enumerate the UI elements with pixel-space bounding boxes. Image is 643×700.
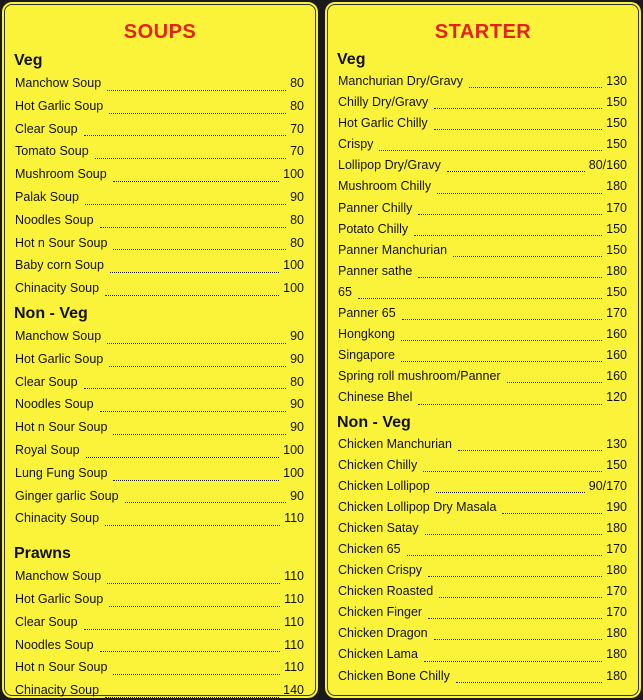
item-price: 110 (284, 614, 304, 629)
dot-leader (434, 129, 603, 130)
dot-leader (100, 651, 281, 652)
item-price: 150 (606, 116, 627, 131)
item-price: 140 (283, 683, 304, 698)
menu-item (2, 277, 318, 300)
item-price: 180 (606, 647, 627, 662)
menu-item (325, 387, 641, 408)
item-price: 190 (606, 499, 627, 514)
item-name: Lollipop Dry/Gravy (338, 158, 441, 173)
item-name: Manchow Soup (15, 76, 102, 90)
dot-leader (109, 606, 280, 607)
dot-leader (418, 404, 602, 405)
menu-item (2, 72, 318, 95)
dot-leader (113, 480, 279, 481)
item-price: 100 (283, 258, 304, 273)
menu-section (2, 302, 318, 530)
item-price: 80 (290, 76, 304, 90)
dot-leader (105, 525, 280, 526)
dot-leader (414, 235, 602, 236)
menu-item (325, 560, 641, 581)
item-name: Royal Soup (15, 442, 80, 457)
menu-item (2, 140, 318, 163)
item-name: Hot n Sour Soup (15, 420, 108, 435)
item-price: 110 (284, 637, 304, 652)
dot-leader (358, 298, 602, 299)
item-name: Chicken Roasted (338, 584, 434, 599)
item-name: Chinacity Soup (15, 683, 100, 698)
item-price: 100 (283, 442, 304, 457)
menu-item (2, 209, 318, 232)
menu-item (2, 611, 318, 634)
dot-leader (401, 340, 602, 341)
item-price: 90 (290, 189, 304, 204)
item-price: 80/160 (588, 158, 627, 173)
item-price: 90 (290, 328, 304, 343)
menu-item (2, 634, 318, 657)
item-name: Clear Soup (15, 374, 78, 389)
menu-item (2, 118, 318, 141)
menu-item (2, 416, 318, 439)
item-price: 160 (606, 327, 627, 342)
item-name: Chicken Bone Chilly (338, 668, 450, 683)
item-name: Panner Manchurian (338, 242, 448, 257)
item-name: Noodles Soup (15, 397, 94, 412)
menu-item (325, 198, 641, 219)
item-name: Chicken 65 (338, 541, 401, 556)
dot-leader (456, 682, 602, 683)
item-name: Manchow Soup (15, 569, 102, 584)
dot-leader (458, 450, 602, 451)
item-price: 180 (606, 263, 627, 278)
dot-leader (502, 513, 602, 514)
menu-item (325, 476, 641, 497)
item-price: 150 (606, 284, 627, 299)
item-name: Noodles Soup (15, 637, 94, 652)
menu-item (325, 539, 641, 560)
dot-leader (84, 388, 287, 389)
dot-leader (84, 135, 287, 136)
item-name: Mushroom Soup (15, 167, 107, 182)
menu-item (2, 163, 318, 186)
item-price: 90/170 (588, 478, 627, 493)
menu-item (325, 303, 641, 324)
menu-item (325, 497, 641, 518)
dot-leader (113, 249, 286, 250)
dot-leader (110, 272, 279, 273)
soups-panel (0, 0, 320, 700)
item-name: Manchow Soup (15, 328, 102, 343)
item-price: 110 (284, 591, 304, 606)
dot-leader (379, 150, 602, 151)
item-price: 90 (290, 397, 304, 412)
item-name: Tomato Soup (15, 144, 89, 159)
item-name: Chicken Satay (338, 520, 419, 535)
item-name: Hot Garlic Chilly (338, 116, 428, 131)
menu-item (325, 219, 641, 240)
menu-item (2, 565, 318, 588)
dot-leader (113, 181, 279, 182)
item-price: 180 (606, 626, 627, 641)
dot-leader (107, 583, 280, 584)
item-price: 80 (290, 98, 304, 113)
item-price: 170 (606, 605, 627, 620)
item-name: Chicken Lama (338, 647, 418, 662)
menu-item (2, 507, 318, 530)
menu-item (325, 71, 641, 92)
item-name: Spring roll mushroom/Panner (338, 369, 501, 384)
menu-item (2, 485, 318, 508)
item-name: Potato Chilly (338, 221, 409, 236)
item-name: Hot n Sour Soup (15, 235, 108, 250)
item-price: 70 (290, 121, 304, 136)
item-price: 180 (606, 520, 627, 535)
item-name: Chinese Bhel (338, 390, 413, 405)
menu-item (2, 348, 318, 371)
item-price: 170 (606, 200, 627, 215)
menu-item (2, 588, 318, 611)
item-price: 150 (606, 457, 627, 472)
item-price: 170 (606, 584, 627, 599)
item-name: Manchurian Dry/Gravy (338, 74, 464, 88)
dot-leader (424, 661, 602, 662)
item-name: Chicken Finger (338, 605, 423, 620)
dot-leader (453, 256, 602, 257)
item-price: 100 (283, 465, 304, 480)
menu-section (325, 412, 641, 687)
item-price: 90 (290, 351, 304, 366)
dot-leader (85, 204, 286, 205)
item-name: Singapore (338, 348, 395, 363)
item-price: 80 (290, 374, 304, 389)
item-name: Chicken Crispy (338, 563, 423, 578)
item-name: Noodles Soup (15, 212, 94, 227)
menu-item (325, 282, 641, 303)
item-price: 90 (290, 420, 304, 435)
item-name: Palak Soup (15, 189, 79, 204)
dot-leader (437, 193, 602, 194)
dot-leader (125, 502, 287, 503)
dot-leader (100, 227, 287, 228)
item-price: 80 (290, 235, 304, 250)
menu-item (325, 345, 641, 366)
starter-panel (323, 0, 643, 700)
section-title: Veg (337, 51, 366, 68)
dot-leader (86, 457, 280, 458)
menu-item (2, 679, 318, 700)
dot-leader (507, 382, 603, 383)
dot-leader (113, 674, 280, 675)
item-name: 65 (338, 284, 352, 299)
menu-item (2, 462, 318, 485)
menu-item (2, 186, 318, 209)
menu-item (325, 155, 641, 176)
dot-leader (418, 214, 602, 215)
item-name: Crispy (338, 137, 374, 152)
dot-leader (418, 277, 602, 278)
menu-section (325, 49, 641, 409)
item-price: 180 (606, 179, 627, 194)
item-price: 180 (606, 563, 627, 578)
item-price: 170 (606, 306, 627, 321)
menu-item (325, 623, 641, 644)
menu-item (325, 366, 641, 387)
item-price: 150 (606, 95, 627, 110)
dot-leader (105, 697, 279, 698)
item-price: 180 (606, 668, 627, 683)
menu-item (325, 644, 641, 665)
menu-item (325, 134, 641, 155)
item-name: Hot n Sour Soup (15, 660, 108, 675)
item-name: Chilly Dry/Gravy (338, 95, 429, 110)
item-price: 150 (606, 137, 627, 152)
item-price: 160 (606, 348, 627, 363)
item-name: Hot Garlic Soup (15, 591, 104, 606)
item-price: 170 (606, 541, 627, 556)
dot-leader (428, 576, 602, 577)
item-name: Ginger garlic Soup (15, 488, 119, 503)
menu-item (325, 176, 641, 197)
dot-leader (109, 366, 286, 367)
dot-leader (447, 171, 585, 172)
menu-item (325, 434, 641, 455)
item-price: 110 (284, 660, 304, 675)
item-name: Chinacity Soup (15, 281, 100, 296)
menu-item (325, 92, 641, 113)
menu-item (325, 455, 641, 476)
item-price: 160 (606, 369, 627, 384)
dot-leader (407, 555, 603, 556)
menu-item (2, 95, 318, 118)
menu-item (2, 439, 318, 462)
item-price: 150 (606, 242, 627, 257)
dot-leader (105, 295, 279, 296)
panel-title: SOUPS (123, 21, 197, 43)
section-title: Non - Veg (337, 413, 411, 431)
menu-item (325, 324, 641, 345)
item-name: Lung Fung Soup (15, 465, 108, 480)
section-title: Prawns (14, 545, 71, 563)
menu-item (2, 232, 318, 255)
item-name: Clear Soup (15, 121, 78, 136)
item-name: Hongkong (338, 327, 395, 342)
panel-title: STARTER (434, 21, 532, 43)
dot-leader (107, 343, 286, 344)
item-price: 90 (290, 488, 304, 503)
menu-item (325, 581, 641, 602)
dot-leader (84, 629, 281, 630)
item-name: Baby corn Soup (15, 258, 104, 273)
item-price: 100 (283, 281, 304, 296)
item-price: 100 (283, 167, 304, 182)
item-price: 110 (284, 511, 304, 526)
dot-leader (95, 158, 286, 159)
menu-item (325, 518, 641, 539)
dot-leader (434, 108, 602, 109)
dot-leader (401, 361, 602, 362)
item-price: 120 (606, 390, 627, 405)
menu-item (325, 240, 641, 261)
item-name: Chicken Lollipop (338, 478, 430, 493)
menu-item (325, 261, 641, 282)
item-name: Panner 65 (338, 306, 396, 321)
menu-item (325, 602, 641, 623)
item-price: 80 (290, 212, 304, 227)
dot-leader (113, 434, 286, 435)
item-name: Panner sathe (338, 263, 413, 278)
dot-leader (402, 319, 602, 320)
item-name: Chicken Chilly (338, 457, 418, 472)
item-name: Hot Garlic Soup (15, 98, 104, 113)
menu-section (2, 49, 318, 300)
menu-item (325, 113, 641, 134)
dot-leader (100, 411, 287, 412)
section-title: Non - Veg (14, 304, 88, 322)
menu-item (2, 393, 318, 416)
dot-leader (469, 87, 602, 88)
item-price: 130 (606, 436, 627, 451)
item-name: Chicken Manchurian (338, 436, 452, 451)
item-price: 110 (284, 569, 304, 584)
menu-item (2, 371, 318, 394)
dot-leader (423, 471, 602, 472)
item-name: Hot Garlic Soup (15, 351, 104, 366)
item-price: 130 (606, 74, 627, 88)
item-name: Mushroom Chilly (338, 179, 432, 194)
menu-item (2, 254, 318, 277)
dot-leader (109, 113, 286, 114)
dot-leader (434, 639, 603, 640)
item-price: 150 (606, 221, 627, 236)
item-price: 70 (290, 144, 304, 159)
dot-leader (439, 597, 602, 598)
menu-item (2, 656, 318, 679)
item-name: Chicken Lollipop Dry Masala (338, 499, 497, 514)
dot-leader (425, 534, 603, 535)
item-name: Chicken Dragon (338, 626, 428, 641)
section-title: Veg (14, 52, 43, 69)
dot-leader (428, 618, 602, 619)
item-name: Chinacity Soup (15, 511, 100, 526)
menu-item (2, 325, 318, 348)
dot-leader (436, 492, 585, 493)
dot-leader (107, 90, 286, 91)
item-name: Clear Soup (15, 614, 78, 629)
menu-section (2, 542, 318, 700)
menu-item (325, 666, 641, 687)
item-name: Panner Chilly (338, 200, 413, 215)
